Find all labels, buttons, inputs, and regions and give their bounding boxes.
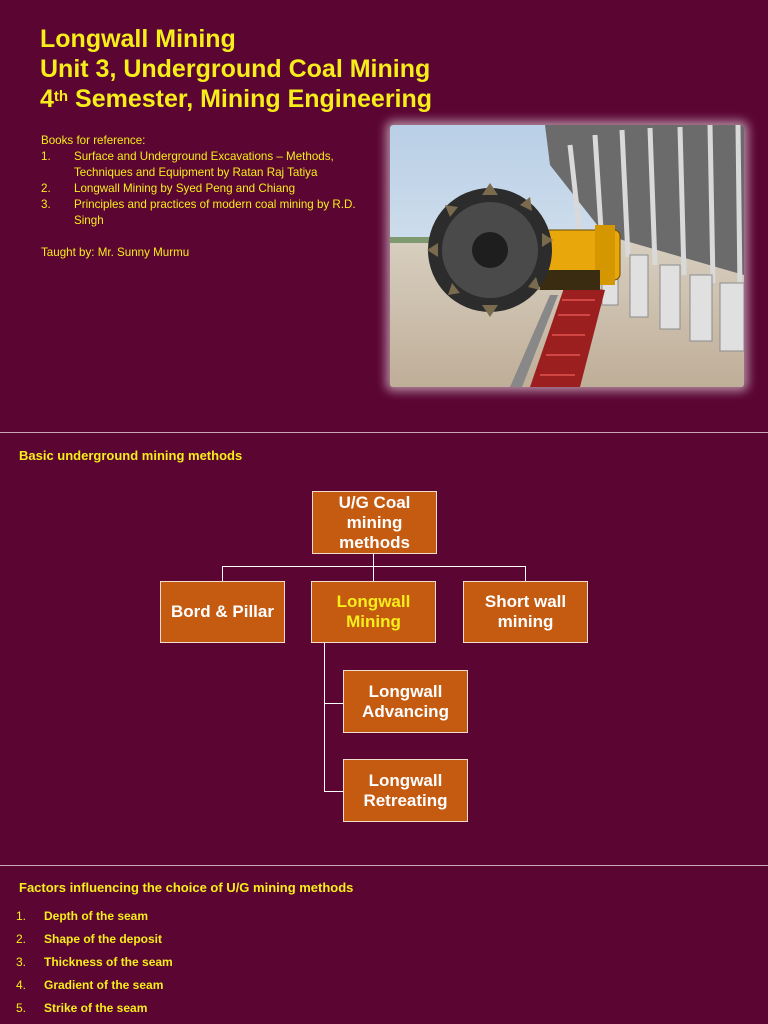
title-line-3: 4th Semester, Mining Engineering bbox=[40, 85, 433, 113]
slide-methods bbox=[0, 433, 768, 865]
slide-title bbox=[0, 0, 768, 432]
taught-by: Taught by: Mr. Sunny Murmu bbox=[41, 246, 190, 259]
books-heading: Books for reference: bbox=[41, 134, 146, 147]
reference-books bbox=[41, 133, 376, 261]
title-line-2: Unit 3, Underground Coal Mining bbox=[40, 55, 431, 83]
longwall-retreating-box: Longwall Retreating bbox=[343, 759, 468, 822]
method-bord-pillar-box: Bord & Pillar bbox=[160, 581, 285, 643]
factor-item: 1. Depth of the seam bbox=[16, 909, 149, 923]
connector-line bbox=[222, 566, 223, 581]
book-item: 2. Longwall Mining by Syed Peng and Chiang bbox=[41, 182, 296, 195]
root-method-box: U/G Coal mining methods bbox=[312, 491, 437, 554]
connector-line bbox=[525, 566, 526, 581]
connector-line bbox=[324, 791, 343, 792]
factor-item: 2. Shape of the deposit bbox=[16, 932, 163, 946]
factors-list bbox=[16, 909, 173, 1024]
factor-item: 3. Thickness of the seam bbox=[16, 955, 173, 969]
slide-title-heading bbox=[40, 24, 432, 114]
slide-factors bbox=[0, 866, 768, 1024]
book-item: 1. Surface and Underground Excavations – Methods, Techniques and Equipment by Ratan Raj Tatiya bbox=[41, 150, 334, 179]
connector-line bbox=[324, 643, 325, 792]
title-line-1: Longwall Mining bbox=[40, 25, 236, 53]
longwall-advancing-box: Longwall Advancing bbox=[343, 670, 468, 733]
factor-item: 5. Strike of the seam bbox=[16, 1001, 148, 1015]
factor-item: 4. Gradient of the seam bbox=[16, 978, 164, 992]
connector-line bbox=[324, 703, 343, 704]
connector-line bbox=[373, 566, 374, 581]
method-longwall-box: Longwall Mining bbox=[311, 581, 436, 643]
factors-heading: Factors influencing the choice of U/G mining methods bbox=[19, 880, 354, 895]
method-shortwall-box: Short wall mining bbox=[463, 581, 588, 643]
book-item: 3. Principles and practices of modern coal mining by R.D. Singh bbox=[41, 198, 356, 227]
methods-heading: Basic underground mining methods bbox=[19, 448, 243, 463]
shearer-photo bbox=[390, 125, 744, 387]
